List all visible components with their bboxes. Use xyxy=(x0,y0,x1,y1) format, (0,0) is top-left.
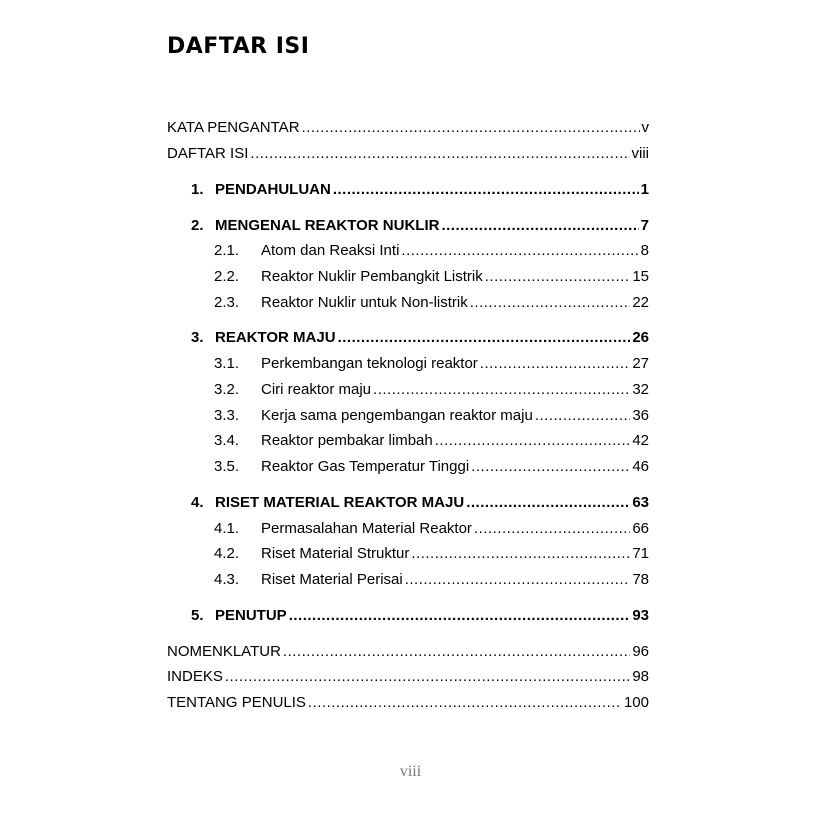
toc-page-number: 78 xyxy=(632,571,649,588)
toc-page-number: 7 xyxy=(640,217,649,234)
toc-entry-label: Reaktor Nuklir Pembangkit Listrik xyxy=(261,268,483,285)
dot-leader xyxy=(471,457,630,477)
toc-entry-daftar-isi[interactable] xyxy=(167,144,649,164)
toc-entry-label: Riset Material Struktur xyxy=(261,545,410,562)
dot-leader xyxy=(470,293,631,313)
toc-page-number: 46 xyxy=(632,458,649,475)
toc-section-3-1[interactable] xyxy=(214,354,649,374)
toc-page-number: 42 xyxy=(632,432,649,449)
toc-entry-label: Reaktor Nuklir untuk Non-listrik xyxy=(261,294,468,311)
toc-entry-label: INDEKS xyxy=(167,668,223,685)
toc-entry-nomenklatur[interactable] xyxy=(167,642,649,662)
toc-page-number: 27 xyxy=(632,355,649,372)
toc-chapter-number: 2. xyxy=(191,217,204,234)
toc-entry-label: MENGENAL REAKTOR NUKLIR xyxy=(215,217,440,234)
toc-page-number: 100 xyxy=(623,694,649,711)
toc-section-4-1[interactable] xyxy=(214,519,649,539)
dot-leader xyxy=(338,328,631,348)
toc-entry-label: PENDAHULUAN xyxy=(215,181,331,198)
toc-page-number: v xyxy=(641,119,649,136)
toc-chapter-number: 3. xyxy=(191,329,204,346)
toc-entry-label: Perkembangan teknologi reaktor xyxy=(261,355,478,372)
dot-leader xyxy=(401,241,638,261)
toc-section-3-4[interactable] xyxy=(214,431,649,451)
dot-leader xyxy=(225,667,630,687)
toc-entry-tentang-penulis[interactable] xyxy=(167,693,649,713)
toc-section-2-1[interactable] xyxy=(214,241,649,261)
dot-leader xyxy=(289,606,631,626)
toc-section-number: 2.2. xyxy=(214,268,240,285)
toc-section-2-2[interactable] xyxy=(214,267,649,287)
toc-entry-label: NOMENKLATUR xyxy=(167,643,281,660)
toc-chapter-number: 4. xyxy=(191,494,204,511)
dot-leader xyxy=(411,544,630,564)
dot-leader xyxy=(485,267,631,287)
toc-section-2-3[interactable] xyxy=(214,293,649,313)
toc-page-number: viii xyxy=(631,145,649,162)
toc-chapter-1[interactable] xyxy=(191,180,649,200)
toc-section-number: 4.3. xyxy=(214,571,240,588)
toc-section-number: 3.2. xyxy=(214,381,240,398)
dot-leader xyxy=(435,431,631,451)
toc-section-3-5[interactable] xyxy=(214,457,649,477)
toc-section-4-3[interactable] xyxy=(214,570,649,590)
toc-chapter-number: 1. xyxy=(191,181,204,198)
toc-section-number: 4.1. xyxy=(214,520,240,537)
toc-entry-label: Ciri reaktor maju xyxy=(261,381,372,398)
toc-page-number: 32 xyxy=(632,381,649,398)
toc-section-3-3[interactable] xyxy=(214,406,649,426)
dot-leader xyxy=(250,144,629,164)
toc-entry-label: Atom dan Reaksi Inti xyxy=(261,242,400,259)
toc-page-number: 98 xyxy=(632,668,649,685)
toc-page-number: 8 xyxy=(640,242,649,259)
toc-entry-label: PENUTUP xyxy=(215,607,287,624)
toc-section-number: 4.2. xyxy=(214,545,240,562)
dot-leader xyxy=(302,118,640,138)
toc-entry-label: Permasalahan Material Reaktor xyxy=(261,520,472,537)
toc-section-number: 3.1. xyxy=(214,355,240,372)
dot-leader xyxy=(333,180,639,200)
toc-page-number: 1 xyxy=(640,181,649,198)
dot-leader xyxy=(308,693,622,713)
toc-section-number: 2.1. xyxy=(214,242,240,259)
toc-page-number: 36 xyxy=(632,407,649,424)
dot-leader xyxy=(283,642,630,662)
toc-entry-indeks[interactable] xyxy=(167,667,649,687)
toc-chapter-3[interactable] xyxy=(191,328,649,348)
dot-leader xyxy=(480,354,631,374)
toc-entry-label: Reaktor pembakar limbah xyxy=(261,432,433,449)
toc-chapter-2[interactable] xyxy=(191,216,649,236)
toc-chapter-5[interactable] xyxy=(191,606,649,626)
dot-leader xyxy=(373,380,630,400)
toc-section-number: 3.5. xyxy=(214,458,240,475)
dot-leader xyxy=(474,519,630,539)
dot-leader xyxy=(535,406,630,426)
toc-page-number: 22 xyxy=(632,294,649,311)
toc-entry-label: RISET MATERIAL REAKTOR MAJU xyxy=(215,494,465,511)
toc-section-3-2[interactable] xyxy=(214,380,649,400)
dot-leader xyxy=(441,216,638,236)
toc-page-number: 26 xyxy=(632,329,649,346)
toc-page-number: 63 xyxy=(632,494,649,511)
dot-leader xyxy=(466,493,630,513)
toc-page-number: 71 xyxy=(632,545,649,562)
toc-entry-kata-pengantar[interactable] xyxy=(167,118,649,138)
toc-section-number: 3.4. xyxy=(214,432,240,449)
toc-page-number: 96 xyxy=(632,643,649,660)
toc-page-number: 15 xyxy=(632,268,649,285)
page-number-footer: viii xyxy=(399,763,422,780)
toc-section-number: 3.3. xyxy=(214,407,240,424)
toc-entry-label: DAFTAR ISI xyxy=(167,145,249,162)
toc-entry-label: Riset Material Perisai xyxy=(261,571,403,588)
page-title: DAFTAR ISI xyxy=(167,34,310,59)
toc-section-4-2[interactable] xyxy=(214,544,649,564)
dot-leader xyxy=(405,570,631,590)
toc-section-number: 2.3. xyxy=(214,294,240,311)
toc-entry-label: REAKTOR MAJU xyxy=(215,329,336,346)
toc-entry-label: TENTANG PENULIS xyxy=(167,694,306,711)
toc-page-number: 93 xyxy=(632,607,649,624)
toc-entry-label: KATA PENGANTAR xyxy=(167,119,300,136)
toc-chapter-number: 5. xyxy=(191,607,204,624)
toc-page-number: 66 xyxy=(632,520,649,537)
toc-entry-label: Kerja sama pengembangan reaktor maju xyxy=(261,407,533,424)
toc-chapter-4[interactable] xyxy=(191,493,649,513)
toc-entry-label: Reaktor Gas Temperatur Tinggi xyxy=(261,458,470,475)
